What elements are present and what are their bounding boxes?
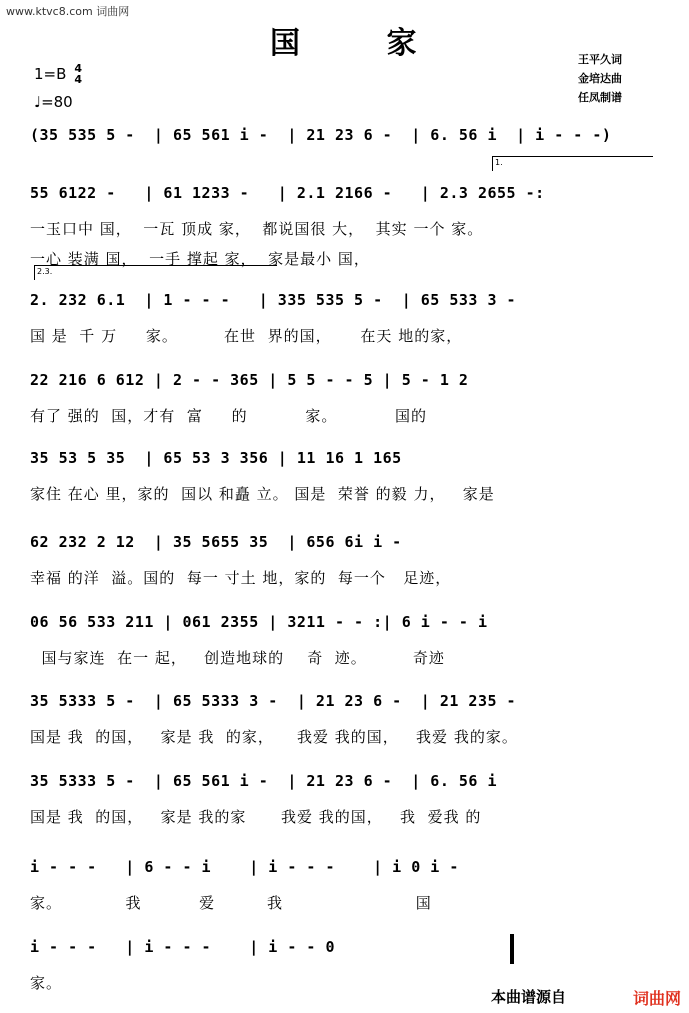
lyric-line: 国是 我 的国， 家是 我的家 我爱 我的国， 我 爱我 的 — [30, 808, 482, 826]
lyric-line: 有了 强的 国，才有 富 的 家。 国的 — [30, 407, 428, 425]
lyric-line: 家。 我 爱 我 国 — [30, 894, 432, 912]
song-title: 国 家 — [270, 26, 455, 61]
notation-line — [30, 285, 660, 315]
jianpu-notes: 62 232 2 12 | 35 5655 35 | 656 6i i - — [30, 533, 402, 551]
lyric-line: 家住 在心 里，家的 国以 和矗 立。 国是 荣誉 的毅 力， 家是 — [30, 485, 495, 503]
final-barline — [510, 934, 514, 964]
jianpu-notes: i - - - | 6 - - i | i - - - | i 0 i - — [30, 858, 459, 876]
lyric-line: 家。 — [30, 974, 63, 992]
notation-line — [30, 932, 660, 962]
volta-bracket: 2.3. — [34, 265, 277, 280]
lyric-line: 国与家连 在一 起， 创造地球的 奇 迹。 奇迹 — [30, 649, 445, 667]
tempo-marking: ♩=80 — [34, 93, 73, 111]
notation-line — [30, 527, 660, 557]
composer: 金培达曲 — [578, 72, 622, 85]
key-signature: 1=B — [34, 65, 67, 83]
notation-line — [30, 766, 660, 796]
notation-line — [30, 686, 660, 716]
notation-line — [30, 607, 660, 637]
site-logo: 词曲网 — [632, 989, 681, 1008]
notation-line — [30, 365, 660, 395]
jianpu-notes: 35 53 5 35 | 65 53 3 356 | 11 16 1 165 — [30, 449, 402, 467]
credits — [578, 50, 622, 107]
source-note: 本曲谱源自 — [490, 988, 566, 1006]
time-signature: 4 4 — [74, 62, 83, 86]
lyric-line: 一心 装满 国， 一手 撑起 家， 家是最小 国， — [30, 250, 370, 268]
lyric-line: 国 是 千 万 家。 在世 界的国， 在天 地的家， — [30, 327, 463, 345]
jianpu-notes: 35 5333 5 - | 65 561 i - | 21 23 6 - | 6. 56 i — [30, 772, 498, 790]
volta-bracket: 1. — [492, 156, 653, 171]
lyric-line: 幸福 的洋 溢。国的 每一 寸土 地，家的 每一个 足迹， — [30, 569, 452, 587]
site-url: www.ktvc8.com 词曲网 — [6, 5, 130, 18]
jianpu-notes: 35 5333 5 - | 65 5333 3 - | 21 23 6 - | 21 235 - — [30, 692, 517, 710]
notation-line — [30, 120, 660, 150]
notation-line — [30, 443, 660, 473]
score-meta — [34, 60, 82, 116]
lyric-line: 一玉口中 国， 一瓦 顶成 家， 都说国很 大， 其实 一个 家。 — [30, 220, 484, 238]
jianpu-notes: i - - - | i - - - | i - - 0 — [30, 938, 335, 956]
jianpu-notes: 22 216 6 612 | 2 - - 365 | 5 5 - - 5 | 5 - 1 2 — [30, 371, 469, 389]
notation-line — [30, 178, 660, 208]
jianpu-notes: 55 6122 - | 61 1233 - | 2.1 2166 - | 2.3 2655 -: — [30, 184, 545, 202]
notation-line — [30, 852, 660, 882]
jianpu-notes: 06 56 533 211 | 061 2355 | 3211 - - :| 6 i - - i — [30, 613, 488, 631]
arranger: 任凤制谱 — [578, 91, 622, 104]
lyricist: 王平久词 — [578, 53, 622, 66]
jianpu-notes: (35 535 5 - | 65 561 i - | 21 23 6 - | 6. 56 i | i - - -) — [30, 126, 612, 144]
lyric-line: 国是 我 的国， 家是 我 的家， 我爱 我的国， 我爱 我的家。 — [30, 728, 518, 746]
jianpu-notes: 2. 232 6.1 | 1 - - - | 335 535 5 - | 65 533 3 - — [30, 291, 517, 309]
